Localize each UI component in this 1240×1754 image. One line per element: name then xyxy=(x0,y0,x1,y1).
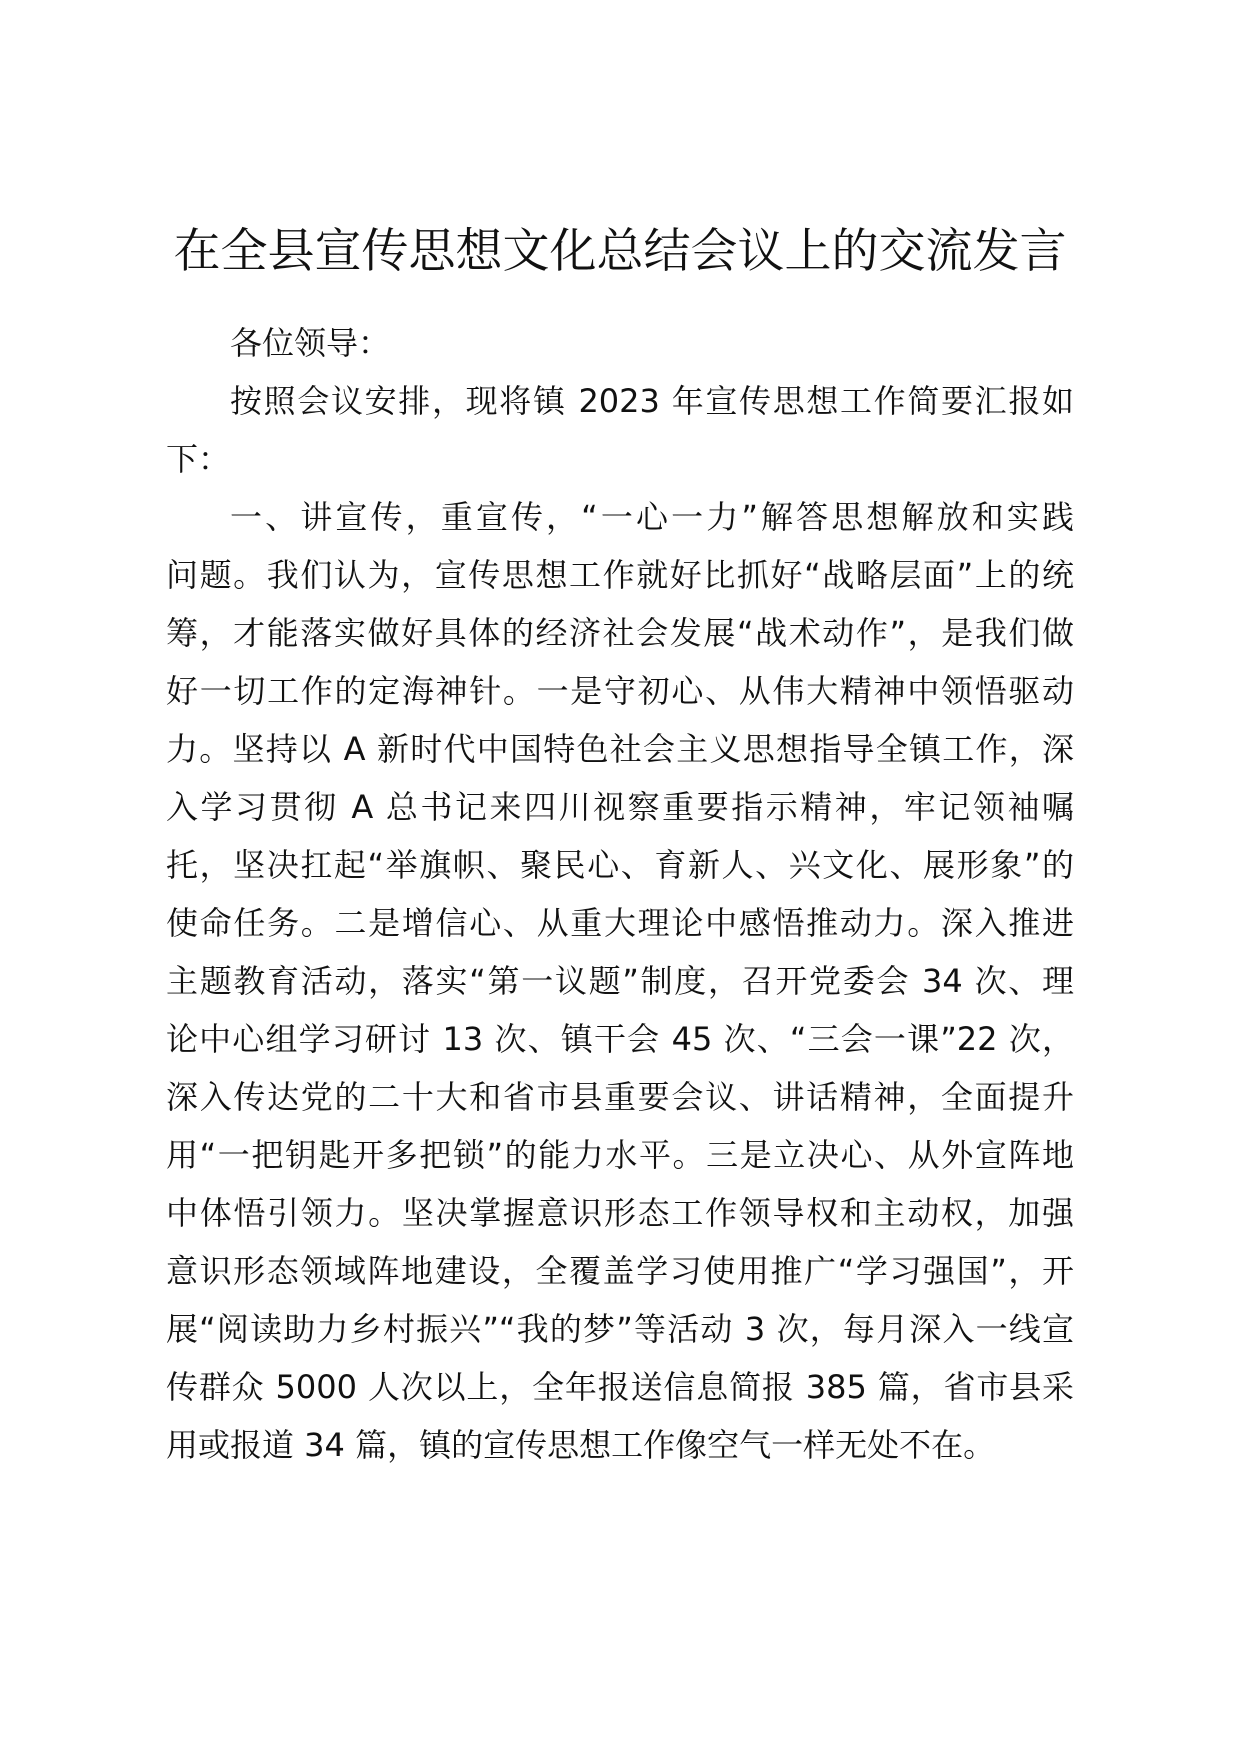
section1-line: 筹，才能落实做好具体的经济社会发展“战术动作”，是我们做 xyxy=(166,614,1074,652)
section1-line: 论中心组学习研讨 13 次、镇干会 45 次、“三会一课”22 次， xyxy=(166,1020,1074,1058)
section1-line: 好一切工作的定海神针。一是守初心、从伟大精神中领悟驱动 xyxy=(166,672,1074,710)
intro-line: 按照会议安排，现将镇 2023 年宣传思想工作简要汇报如 xyxy=(230,382,1074,420)
section1-line: 托，坚决扛起“举旗帜、聚民心、育新人、兴文化、展形象”的 xyxy=(166,846,1074,884)
section1-line: 深入传达党的二十大和省市县重要会议、讲话精神，全面提升 xyxy=(166,1078,1074,1116)
salutation: 各位领导： xyxy=(230,324,391,362)
section1-line: 意识形态领域阵地建设，全覆盖学习使用推广“学习强国”，开 xyxy=(166,1252,1074,1290)
section1-line: 用“一把钥匙开多把锁”的能力水平。三是立决心、从外宣阵地 xyxy=(166,1136,1074,1174)
section1-line: 一、讲宣传，重宣传，“一心一力”解答思想解放和实践 xyxy=(230,498,1074,536)
document-title: 在全县宣传思想文化总结会议上的交流发言 xyxy=(173,224,1067,279)
section1-line: 力。坚持以 A 新时代中国特色社会主义思想指导全镇工作，深 xyxy=(166,730,1074,768)
section1-line: 用或报道 34 篇，镇的宣传思想工作像空气一样无处不在。 xyxy=(166,1426,996,1464)
section1-line: 传群众 5000 人次以上，全年报送信息简报 385 篇，省市县采 xyxy=(166,1368,1074,1406)
section1-line: 展“阅读助力乡村振兴”“我的梦”等活动 3 次，每月深入一线宣 xyxy=(166,1310,1074,1348)
section1-line: 入学习贯彻 A 总书记来四川视察重要指示精神，牢记领袖嘱 xyxy=(166,788,1074,826)
section1-line: 问题。我们认为，宣传思想工作就好比抓好“战略层面”上的统 xyxy=(166,556,1074,594)
section1-line: 主题教育活动，落实“第一议题”制度，召开党委会 34 次、理 xyxy=(166,962,1074,1000)
document-body xyxy=(166,314,1074,1474)
section1-line: 使命任务。二是增信心、从重大理论中感悟推动力。深入推进 xyxy=(166,904,1074,942)
intro-line: 下： xyxy=(166,440,231,478)
section1-line: 中体悟引领力。坚决掌握意识形态工作领导权和主动权，加强 xyxy=(166,1194,1074,1232)
